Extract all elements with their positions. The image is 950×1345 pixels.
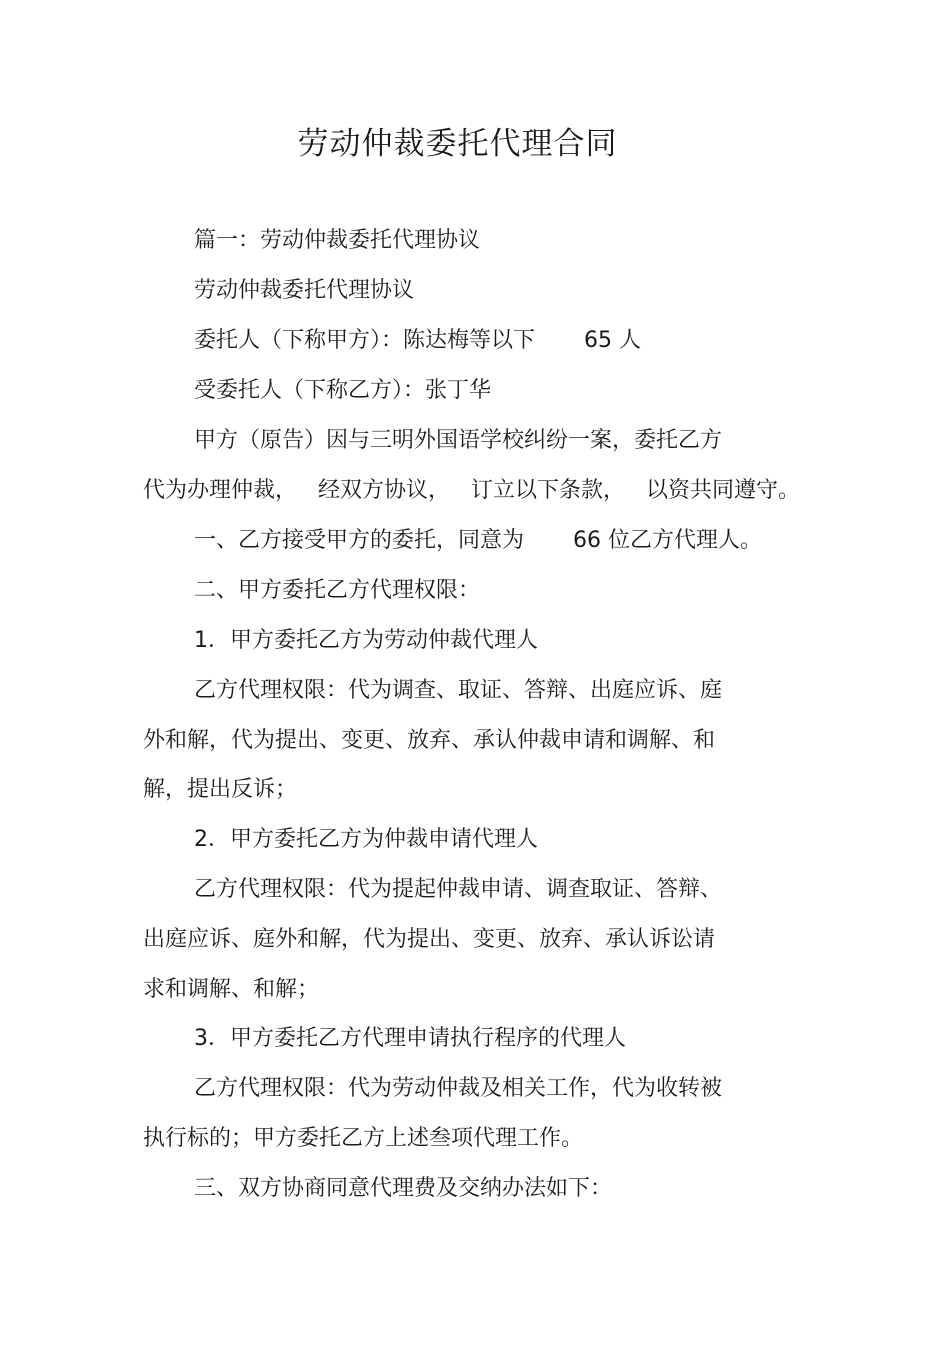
paragraph-line: 求和调解、和解； xyxy=(143,977,320,1002)
item-one-heading: 1．甲方委托乙方为劳动仲裁代理人 xyxy=(194,628,538,653)
paragraph-line: 执行标的；甲方委托乙方上述叁项代理工作。 xyxy=(143,1126,584,1151)
paragraph-line: 乙方代理权限：代为提起仲裁申请、调查取证、答辩、 xyxy=(194,877,723,902)
paragraph-line: 出庭应诉、庭外和解，代为提出、变更、放弃、承认诉讼请 xyxy=(143,927,716,952)
clause-one: 一、乙方接受甲方的委托，同意为 66 位乙方代理人。 xyxy=(194,528,762,553)
paragraph-line: 乙方代理权限：代为调查、取证、答辩、出庭应诉、庭 xyxy=(194,678,723,703)
section-heading: 篇一：劳动仲裁委托代理协议 xyxy=(194,228,481,253)
paragraph-line: 甲方（原告）因与三明外国语学校纠纷一案，委托乙方 xyxy=(194,428,723,453)
item-two-heading: 2．甲方委托乙方为仲裁申请代理人 xyxy=(194,827,538,852)
item-three-heading: 3．甲方委托乙方代理申请执行程序的代理人 xyxy=(194,1026,626,1051)
principal-line: 委托人（下称甲方）：陈达梅等以下 65 人 xyxy=(194,328,641,353)
paragraph-line: 外和解，代为提出、变更、放弃、承认仲裁申请和调解、和 xyxy=(143,728,716,753)
agreement-heading: 劳动仲裁委托代理协议 xyxy=(194,278,415,303)
paragraph-line: 代为办理仲裁， 经双方协议， 订立以下条款， 以资共同遵守。 xyxy=(143,478,800,503)
paragraph-line: 乙方代理权限：代为劳动仲裁及相关工作，代为收转被 xyxy=(194,1076,723,1101)
agent-line: 受委托人（下称乙方）：张丁华 xyxy=(194,378,492,403)
paragraph-line: 解，提出反诉； xyxy=(143,777,298,802)
clause-two-heading: 二、甲方委托乙方代理权限： xyxy=(194,578,481,603)
document-title: 劳动仲裁委托代理合同 xyxy=(297,126,618,162)
clause-three-heading: 三、双方协商同意代理费及交纳办法如下： xyxy=(194,1176,613,1201)
